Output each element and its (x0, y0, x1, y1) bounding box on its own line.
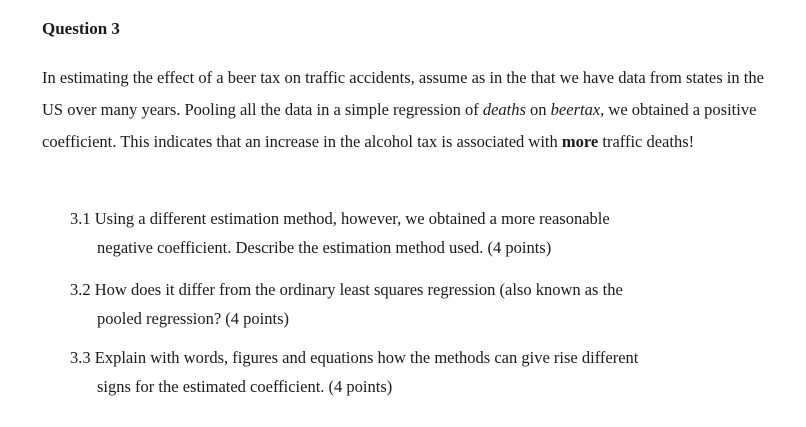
subquestion-3-1-line1: 3.1 Using a different estimation method, however, we obtained a more reasonable (70, 209, 610, 228)
intro-text-2: on (525, 100, 551, 119)
intro-text-1: In estimating the effect of a beer tax on traffic accidents, assume as in the that we have data from states in the US over many years. Pooling all the data in a simple regression of (42, 68, 764, 119)
intro-text-3: , we obtained a positive coefficient. This indicates that an increase in the alcohol tax is associated with (42, 100, 757, 151)
more-emphasis: more (561, 132, 599, 151)
deaths-term: deaths (482, 100, 526, 119)
subquestion-3-1-line2: negative coefficient. Describe the estimation method used. (4 points) (97, 238, 552, 257)
question-title: Question 3 (42, 19, 120, 38)
subquestion-3-2 (70, 275, 770, 333)
subquestion-3-3 (70, 343, 770, 401)
subquestion-3-2-line2: pooled regression? (4 points) (97, 309, 289, 328)
subquestion-3-3-line2: signs for the estimated coefficient. (4 points) (97, 377, 393, 396)
subquestion-3-1 (70, 204, 770, 262)
question-intro-paragraph (42, 62, 782, 158)
subquestion-3-2-line1: 3.2 How does it differ from the ordinary least squares regression (also known as the (70, 280, 623, 299)
beertax-term: beertax (550, 100, 601, 119)
subquestion-3-3-line1: 3.3 Explain with words, figures and equations how the methods can give rise different (70, 348, 639, 367)
intro-text-4: traffic deaths! (598, 132, 695, 151)
